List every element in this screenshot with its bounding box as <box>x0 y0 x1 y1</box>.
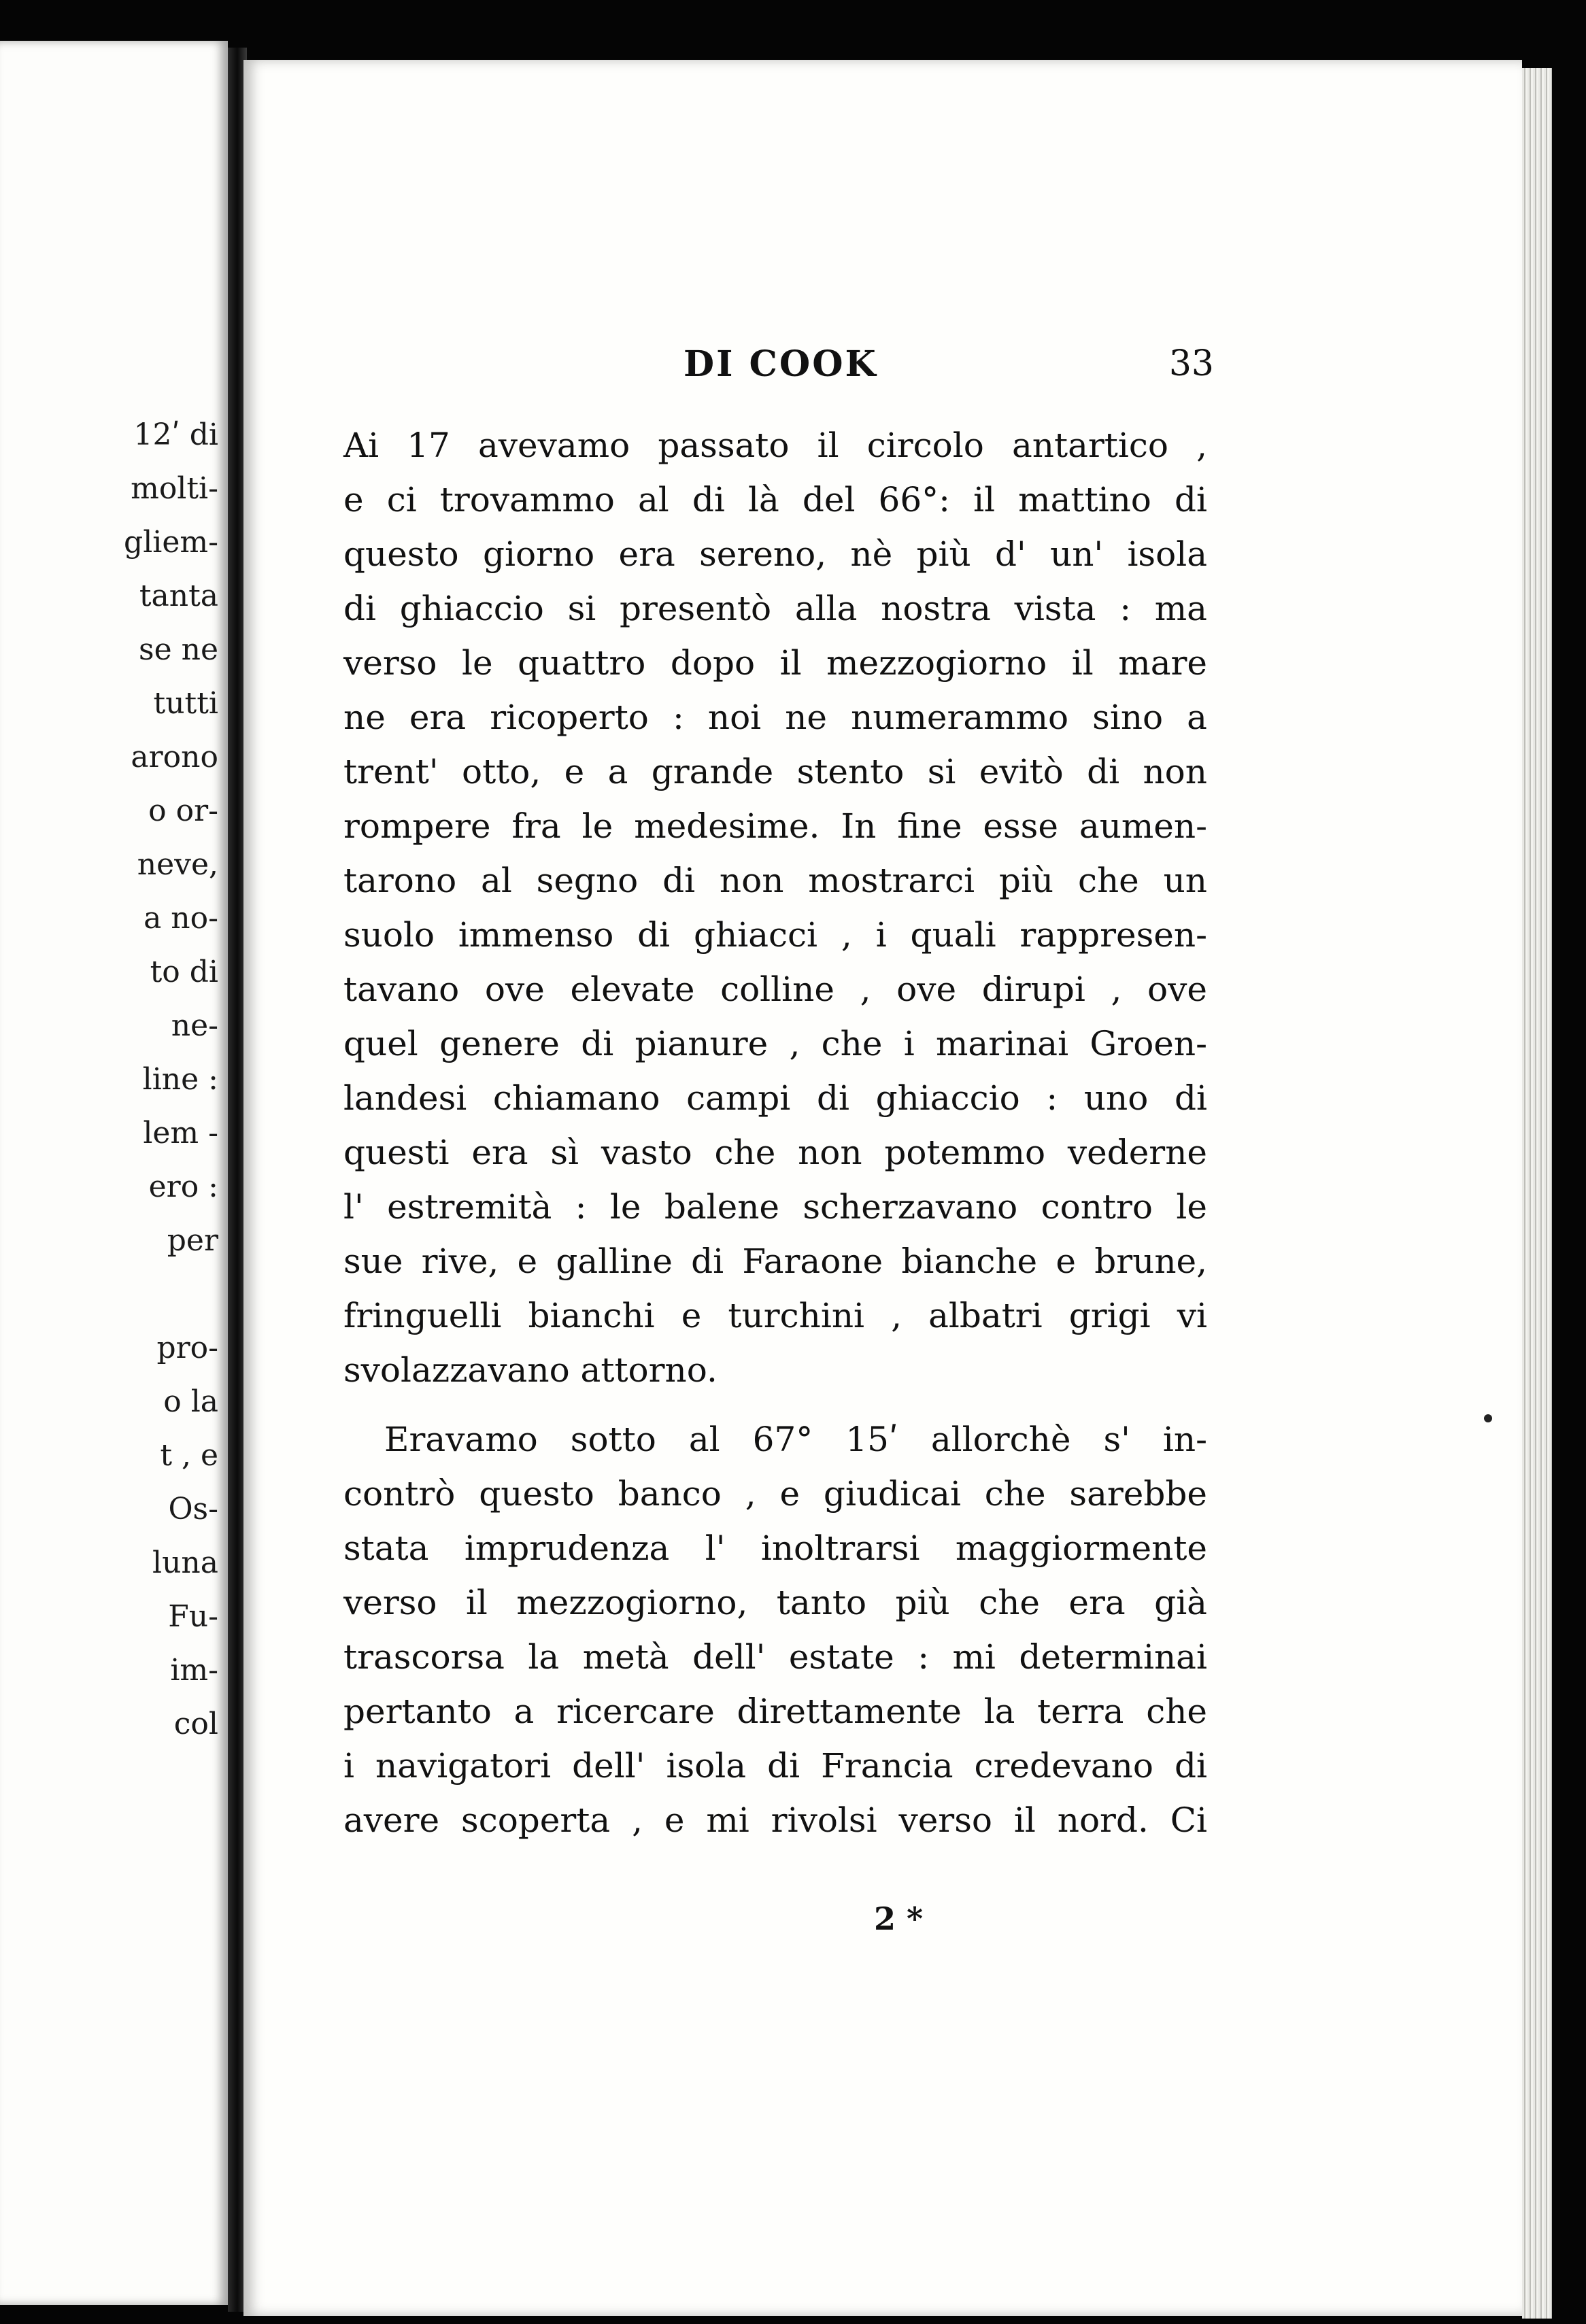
previous-page-line: arono <box>131 740 218 774</box>
text-line: l' estremità : le balene scherzavano contro le <box>343 1187 1207 1227</box>
text-line: svolazzavano attorno. <box>343 1350 718 1390</box>
signature-mark: 2 * <box>874 1900 924 1937</box>
body-text <box>343 418 1207 1847</box>
text-line: trascorsa la metà dell' estate : mi determinai <box>343 1637 1207 1677</box>
previous-page-line: Os- <box>168 1492 218 1526</box>
text-line: trent' otto, e a grande stento si evitò di non <box>343 752 1207 791</box>
page-number: 33 <box>1168 343 1214 384</box>
previous-page-line: ne- <box>171 1008 218 1043</box>
previous-page-text <box>0 408 228 1751</box>
page-header <box>684 343 1214 391</box>
text-line: e ci trovammo al di là del 66°: il mattino di <box>343 480 1207 519</box>
previous-page-line: gliem- <box>124 525 218 560</box>
text-line: tavano ove elevate colline , ove dirupi , ove <box>343 970 1207 1009</box>
previous-page-edge <box>0 41 228 2305</box>
text-line: quel genere di pianure , che i marinai Groen- <box>343 1024 1207 1063</box>
previous-page-line: 12ʹ di <box>133 417 218 452</box>
previous-page-line: lem - <box>143 1116 218 1150</box>
text-line: verso il mezzogiorno, tanto più che era già <box>343 1583 1207 1622</box>
previous-page-line: luna <box>152 1545 218 1580</box>
text-line: fringuelli bianchi e turchini , albatri grigi vi <box>343 1296 1207 1335</box>
previous-page-line <box>0 1267 228 1321</box>
text-line: suolo immenso di ghiacci , i quali rappresen- <box>343 915 1207 955</box>
text-line: di ghiaccio si presentò alla nostra vista : ma <box>343 589 1207 628</box>
previous-page-line: Fu- <box>168 1599 218 1634</box>
previous-page-line: pro- <box>156 1331 218 1365</box>
previous-page-line: ero : <box>148 1169 218 1204</box>
text-line: verso le quattro dopo il mezzogiorno il mare <box>343 643 1207 683</box>
text-line: ne era ricoperto : noi ne numerammo sino a <box>343 698 1207 737</box>
text-line: pertanto a ricercare direttamente la terra che <box>343 1692 1207 1731</box>
text-line: avere scoperta , e mi rivolsi verso il nord. Ci <box>343 1800 1207 1840</box>
text-line: i navigatori dell' isola di Francia credevano di <box>343 1746 1207 1785</box>
previous-page-line: o la <box>163 1384 218 1419</box>
page-edge-stack <box>1522 68 1552 2319</box>
text-line: stata imprudenza l' inoltrarsi maggiormente <box>343 1528 1207 1568</box>
running-title: DI COOK <box>684 343 878 385</box>
previous-page-line: tanta <box>139 579 218 613</box>
ink-spot <box>1484 1414 1492 1422</box>
text-line: questo giorno era sereno, nè più d' un' isola <box>343 534 1207 574</box>
previous-page-line: to di <box>150 955 218 989</box>
text-line: questi era sì vasto che non potemmo vederne <box>343 1133 1207 1172</box>
previous-page-line: per <box>167 1223 218 1258</box>
previous-page-line: t , e <box>160 1438 218 1473</box>
text-line: Eravamo sotto al 67° 15ʹ allorchè s' in- <box>384 1420 1207 1459</box>
previous-page-line: o or- <box>148 793 218 828</box>
text-line: contrò questo banco , e giudicai che sarebbe <box>343 1474 1207 1514</box>
text-line: landesi chiamano campi di ghiaccio : uno di <box>343 1078 1207 1118</box>
text-line: Ai 17 avevamo passato il circolo antartico , <box>343 426 1207 465</box>
previous-page-line: line : <box>142 1062 218 1097</box>
text-line: tarono al segno di non mostrarci più che un <box>343 861 1207 900</box>
previous-page-line: im- <box>170 1653 218 1688</box>
previous-page-line: neve, <box>137 847 218 882</box>
text-line: sue rive, e galline di Faraone bianche e brune, <box>343 1242 1207 1281</box>
previous-page-line: se ne <box>139 632 218 667</box>
previous-page-line: col <box>173 1707 218 1741</box>
previous-page-line: tutti <box>153 686 218 721</box>
previous-page-line: molti- <box>131 471 218 506</box>
text-line: rompere fra le medesime. In fine esse aumen- <box>343 806 1207 846</box>
previous-page-line: a no- <box>144 901 218 936</box>
